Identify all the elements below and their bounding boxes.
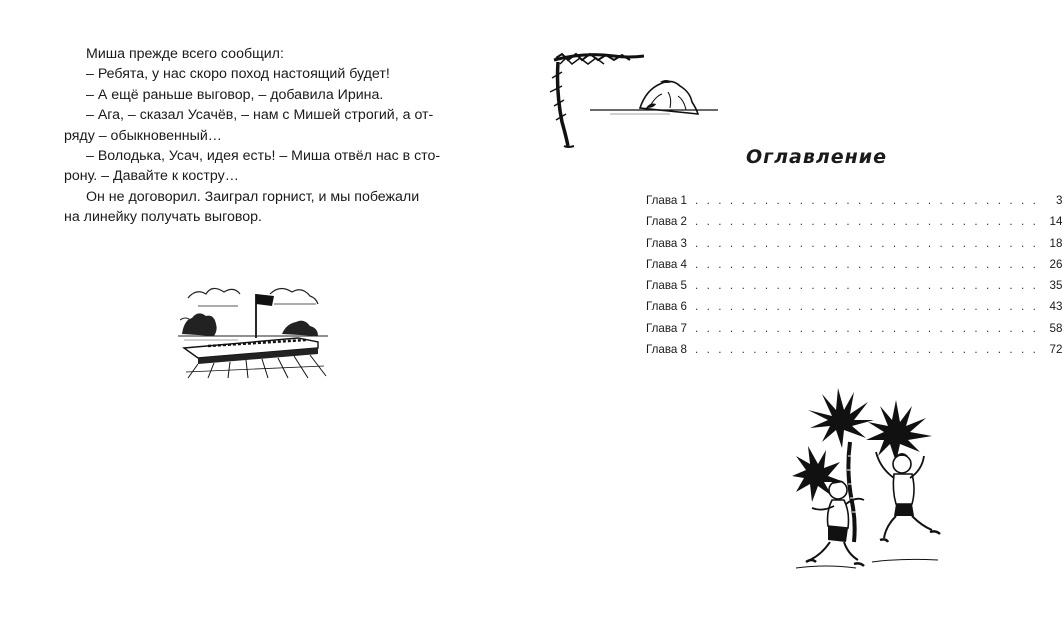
toc-entry-label: Глава 1 (646, 194, 687, 207)
toc-entry-chapter-2[interactable] (646, 215, 1062, 236)
toc-entry-page: 18 (1049, 236, 1062, 250)
toc-entry-label: Глава 3 (646, 236, 687, 250)
paragraph-continuation: на линейку получать выговор. (64, 209, 262, 226)
paragraph-continuation: рону. – Давайте к костру… (64, 168, 239, 185)
paragraph: – Ага, – сказал Усачёв, – нам с Мишей строгий, а от- (86, 107, 434, 124)
paragraph: Он не договорил. Заиграл горнист, и мы побежали (86, 188, 420, 205)
toc-title: Оглавление (746, 146, 887, 168)
toc-leader-dots: . . . . . . . . . . . . . . . . . . . . . . . . . . . . . . (695, 300, 1039, 314)
toc-entry-label: Глава 2 (646, 215, 687, 229)
toc-entry-page: 3 (1056, 194, 1062, 207)
table-of-contents (646, 194, 1062, 364)
toc-entry-chapter-7[interactable] (646, 321, 1062, 343)
pier-with-flag-illustration (178, 276, 328, 378)
paragraph: – Володька, Усач, идея есть! – Миша отвёл нас в сто- (86, 148, 441, 165)
toc-entry-page: 58 (1049, 321, 1062, 335)
toc-entry-chapter-3[interactable] (646, 236, 1062, 258)
paragraph: – Ребята, у нас скоро поход настоящий будет! (86, 66, 390, 83)
toc-leader-dots: . . . . . . . . . . . . . . . . . . . . . . . . . . . . . . (695, 257, 1039, 271)
toc-entry-page: 72 (1049, 343, 1062, 357)
toc-entry-page: 26 (1049, 257, 1062, 271)
boys-under-palms-illustration (792, 386, 942, 572)
toc-entry-chapter-6[interactable] (646, 300, 1062, 321)
toc-leader-dots: . . . . . . . . . . . . . . . . . . . . . . . . . . . . . . (695, 236, 1039, 250)
toc-entry-chapter-4[interactable] (646, 257, 1062, 279)
toc-entry-chapter-1[interactable] (646, 194, 1062, 215)
toc-leader-dots: . . . . . . . . . . . . . . . . . . . . . . . . . . . . . . (695, 321, 1039, 335)
paragraph: Миша прежде всего сообщил: (86, 46, 284, 62)
toc-entry-label: Глава 4 (646, 257, 687, 271)
toc-entry-label: Глава 5 (646, 279, 687, 293)
toc-entry-page: 43 (1049, 300, 1062, 314)
toc-leader-dots: . . . . . . . . . . . . . . . . . . . . . . . . . . . . . . (695, 215, 1039, 229)
paragraph: – А ещё раньше выговор, – добавила Ирина. (86, 86, 384, 103)
toc-entry-page: 14 (1049, 215, 1062, 229)
toc-entry-label: Глава 7 (646, 321, 687, 335)
toc-entry-label: Глава 8 (646, 343, 687, 357)
toc-entry-chapter-5[interactable] (646, 279, 1062, 300)
toc-leader-dots: . . . . . . . . . . . . . . . . . . . . . . . . . . . . . . (695, 279, 1039, 293)
tree-and-rock-illustration (550, 52, 720, 156)
toc-leader-dots: . . . . . . . . . . . . . . . . . . . . . . . . . . . . . . (695, 194, 1039, 207)
left-page-text (64, 44, 452, 228)
toc-entry-page: 35 (1049, 279, 1062, 293)
toc-entry-chapter-8[interactable] (646, 343, 1062, 364)
toc-entry-label: Глава 6 (646, 300, 687, 314)
paragraph-continuation: ряду – обыкновенный… (64, 127, 222, 144)
toc-leader-dots: . . . . . . . . . . . . . . . . . . . . . . . . . . . . . . (695, 343, 1039, 357)
